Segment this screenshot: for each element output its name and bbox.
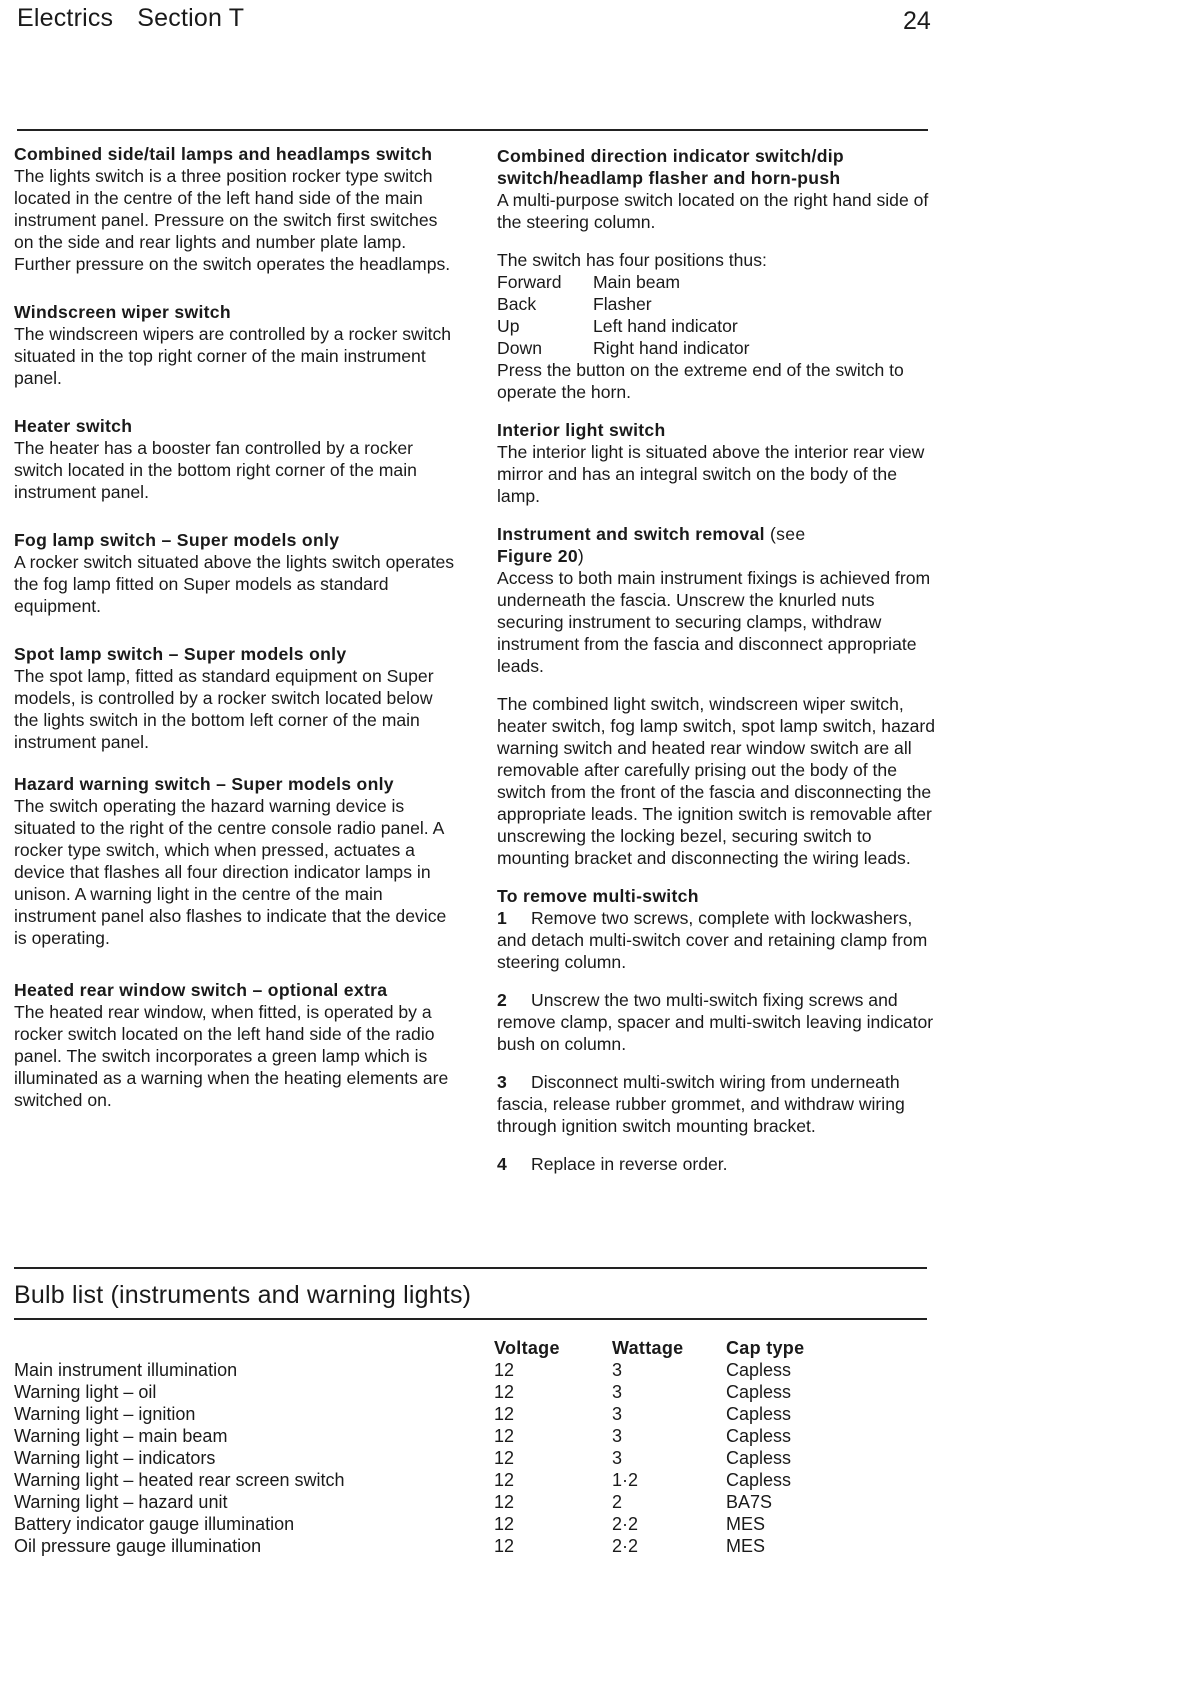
step-number: 1 [497, 908, 507, 928]
section-body: The heated rear window, when fitted, is operated by a rocker switch located on the left hand side of the radio panel. The switch incorporates a green lamp which is illuminated as a warning when the heating elements are switched on. [14, 1002, 449, 1110]
position-function: Right hand indicator [593, 338, 750, 358]
bulb-wattage: 3 [612, 1382, 623, 1402]
bulb-cap-type: Capless [726, 1448, 792, 1468]
bulb-cap-type: Capless [726, 1404, 792, 1424]
section-multi-switch [497, 145, 937, 403]
position-row [497, 315, 937, 337]
position-name: Forward [497, 272, 562, 292]
step-text: Disconnect multi-switch wiring from underneath fascia, release rubber grommet, and withdraw wiring through ignition switch mounting bracket. [497, 1072, 905, 1136]
table-row [14, 1381, 846, 1403]
table-row [14, 1359, 846, 1381]
step-number: 3 [497, 1072, 507, 1092]
section-body: A rocker switch situated above the lights switch operates the fog lamp fitted on Super models as standard equipment. [14, 552, 455, 616]
bulb-name: Warning light – oil [14, 1382, 157, 1402]
section-body: The heater has a booster fan controlled by a rocker switch located in the bottom right corner of the main instrument panel. [14, 438, 417, 502]
page-number: 24 [903, 7, 931, 35]
bulb-list-title-divider [14, 1318, 927, 1320]
positions-intro: The switch has four positions thus: [497, 250, 767, 270]
bulb-cap-type: MES [726, 1536, 766, 1556]
table-row [14, 1535, 846, 1557]
section-body: The switch operating the hazard warning device is situated to the right of the centre console radio panel. A rocker type switch, which when pressed, actuates a device that flashes all four direction indicator lamps in unison. A warning light in the centre of the main instrument panel also flashes to indicate that the device is operating. [14, 796, 447, 948]
step-number: 2 [497, 990, 507, 1010]
section-spot-lamp-switch [14, 643, 459, 753]
bulb-cap-type: Capless [726, 1426, 792, 1446]
section-heading: Interior light switch [497, 420, 666, 440]
step-text: Unscrew the two multi-switch fixing screws and remove clamp, spacer and multi-switch leaving indicator bush on column. [497, 990, 934, 1054]
table-row [14, 1425, 846, 1447]
table-row [14, 1513, 846, 1535]
bulb-name: Battery indicator gauge illumination [14, 1514, 295, 1534]
section-body: The lights switch is a three position rocker type switch located in the centre of the left hand side of the main instrument panel. Pressure on the switch first switches on the side and rear lights and number plate lamp. Further pressure on the switch operates the headlamps. [14, 166, 451, 274]
section-heading: Combined side/tail lamps and headlamps switch [14, 144, 433, 164]
position-row [497, 337, 937, 359]
page-header [17, 4, 244, 33]
bulb-wattage: 2·2 [612, 1536, 639, 1556]
horn-note: Press the button on the extreme end of the switch to operate the horn. [497, 360, 904, 402]
bulb-list-title: Bulb list (instruments and warning lights) [14, 1281, 472, 1309]
section-hazard-switch [14, 773, 459, 949]
section-heading: Fog lamp switch – Super models only [14, 530, 340, 550]
bulb-name: Warning light – ignition [14, 1404, 196, 1424]
step [497, 989, 937, 1055]
section-heading: Combined direction indicator switch/dip switch/headlamp flasher and horn-push [497, 146, 844, 188]
section-body: The spot lamp, fitted as standard equipment on Super models, is controlled by a rocker switch located below the lights switch in the bottom left corner of the main instrument panel. [14, 666, 434, 752]
table-row [14, 1491, 846, 1513]
table-row [14, 1469, 846, 1491]
bulb-name: Warning light – main beam [14, 1426, 228, 1446]
step [497, 1071, 937, 1137]
top-divider [17, 129, 928, 131]
section-heater-switch [14, 415, 459, 503]
section-fog-lamp-switch [14, 529, 459, 617]
right-column [497, 145, 937, 1175]
section-interior-light [497, 419, 937, 507]
left-column [14, 143, 459, 1111]
section-body: A multi-purpose switch located on the right hand side of the steering column. [497, 190, 929, 232]
bulb-wattage: 3 [612, 1448, 623, 1468]
bulb-name: Main instrument illumination [14, 1360, 238, 1380]
bulb-name: Oil pressure gauge illumination [14, 1536, 262, 1556]
bulb-voltage: 12 [494, 1426, 515, 1446]
section-instrument-removal [497, 523, 937, 869]
step-text: Replace in reverse order. [531, 1154, 728, 1174]
bulb-list-table [14, 1337, 846, 1557]
bulb-name: Warning light – indicators [14, 1448, 216, 1468]
position-function: Flasher [593, 294, 652, 314]
section-heading: Windscreen wiper switch [14, 302, 231, 322]
bulb-voltage: 12 [494, 1536, 515, 1556]
step [497, 907, 937, 973]
section-heading: Heater switch [14, 416, 133, 436]
bulb-wattage: 3 [612, 1360, 623, 1380]
bulb-name: Warning light – heated rear screen switch [14, 1470, 345, 1490]
section-body: Access to both main instrument fixings is achieved from underneath the fascia. Unscrew the knurled nuts securing instrument to securing clamps, withdraw instrument from the fascia and disconnect appropriate leads. [497, 568, 931, 676]
bulb-wattage: 3 [612, 1404, 623, 1424]
section-heading: Heated rear window switch – optional extra [14, 980, 388, 1000]
position-function: Main beam [593, 272, 681, 292]
positions-list [497, 271, 937, 359]
bulb-voltage: 12 [494, 1492, 515, 1512]
heading-text: Instrument and switch removal [497, 524, 765, 544]
cap-type-header: Cap type [726, 1338, 805, 1358]
bulb-wattage: 3 [612, 1426, 623, 1446]
bulb-cap-type: BA7S [726, 1492, 773, 1512]
bulb-cap-type: Capless [726, 1360, 792, 1380]
section-body: The interior light is situated above the interior rear view mirror and has an integral switch on the body of the lamp. [497, 442, 925, 506]
bulb-cap-type: Capless [726, 1470, 792, 1490]
bulb-cap-type: Capless [726, 1382, 792, 1402]
bulb-voltage: 12 [494, 1382, 515, 1402]
bulb-table-header [14, 1337, 846, 1359]
bulb-wattage: 1·2 [612, 1470, 639, 1490]
position-function: Left hand indicator [593, 316, 738, 336]
bulb-voltage: 12 [494, 1360, 515, 1380]
see-open: (see [769, 524, 806, 544]
voltage-header: Voltage [494, 1338, 560, 1358]
wattage-header: Wattage [612, 1338, 684, 1358]
step-text: Remove two screws, complete with lockwashers, and detach multi-switch cover and retaining clamp from steering column. [497, 908, 928, 972]
bulb-name: Warning light – hazard unit [14, 1492, 228, 1512]
step-number: 4 [497, 1154, 507, 1174]
section-heading: Hazard warning switch – Super models only [14, 774, 394, 794]
section-remove-multi-switch [497, 885, 937, 1175]
section-heading: To remove multi-switch [497, 886, 699, 906]
bulb-cap-type: MES [726, 1514, 766, 1534]
bulb-wattage: 2 [612, 1492, 623, 1512]
section-body: The combined light switch, windscreen wiper switch, heater switch, fog lamp switch, spot lamp switch, hazard warning switch and heated rear window switch are all removable after carefully prising out the body of the switch from the front of the fascia and disconnecting the appropriate leads. The ignition switch is removable after unscrewing the locking bezel, securing switch to mounting bracket and disconnecting the wiring leads. [497, 694, 936, 868]
section-heading: Spot lamp switch – Super models only [14, 644, 347, 664]
section-heading [497, 523, 937, 545]
bulb-wattage: 2·2 [612, 1514, 639, 1534]
section-wiper-switch [14, 301, 459, 389]
figure-reference: Figure 20 [497, 546, 578, 566]
bulb-voltage: 12 [494, 1470, 515, 1490]
see-close: ) [577, 546, 584, 566]
section-heated-rear-window-switch [14, 979, 459, 1111]
bulb-voltage: 12 [494, 1514, 515, 1534]
table-row [14, 1403, 846, 1425]
bulb-list-top-divider [14, 1267, 927, 1269]
table-row [14, 1447, 846, 1469]
position-name: Down [497, 338, 542, 358]
section-body: The windscreen wipers are controlled by a rocker switch situated in the top right corner of the main instrument panel. [14, 324, 452, 388]
section-title: Section T [137, 4, 245, 32]
position-name: Back [497, 294, 537, 314]
bulb-voltage: 12 [494, 1448, 515, 1468]
section-lights-switch [14, 143, 459, 275]
chapter-title: Electrics [17, 4, 114, 32]
position-name: Up [497, 316, 520, 336]
bulb-voltage: 12 [494, 1404, 515, 1424]
step [497, 1153, 937, 1175]
position-row [497, 293, 937, 315]
position-row [497, 271, 937, 293]
